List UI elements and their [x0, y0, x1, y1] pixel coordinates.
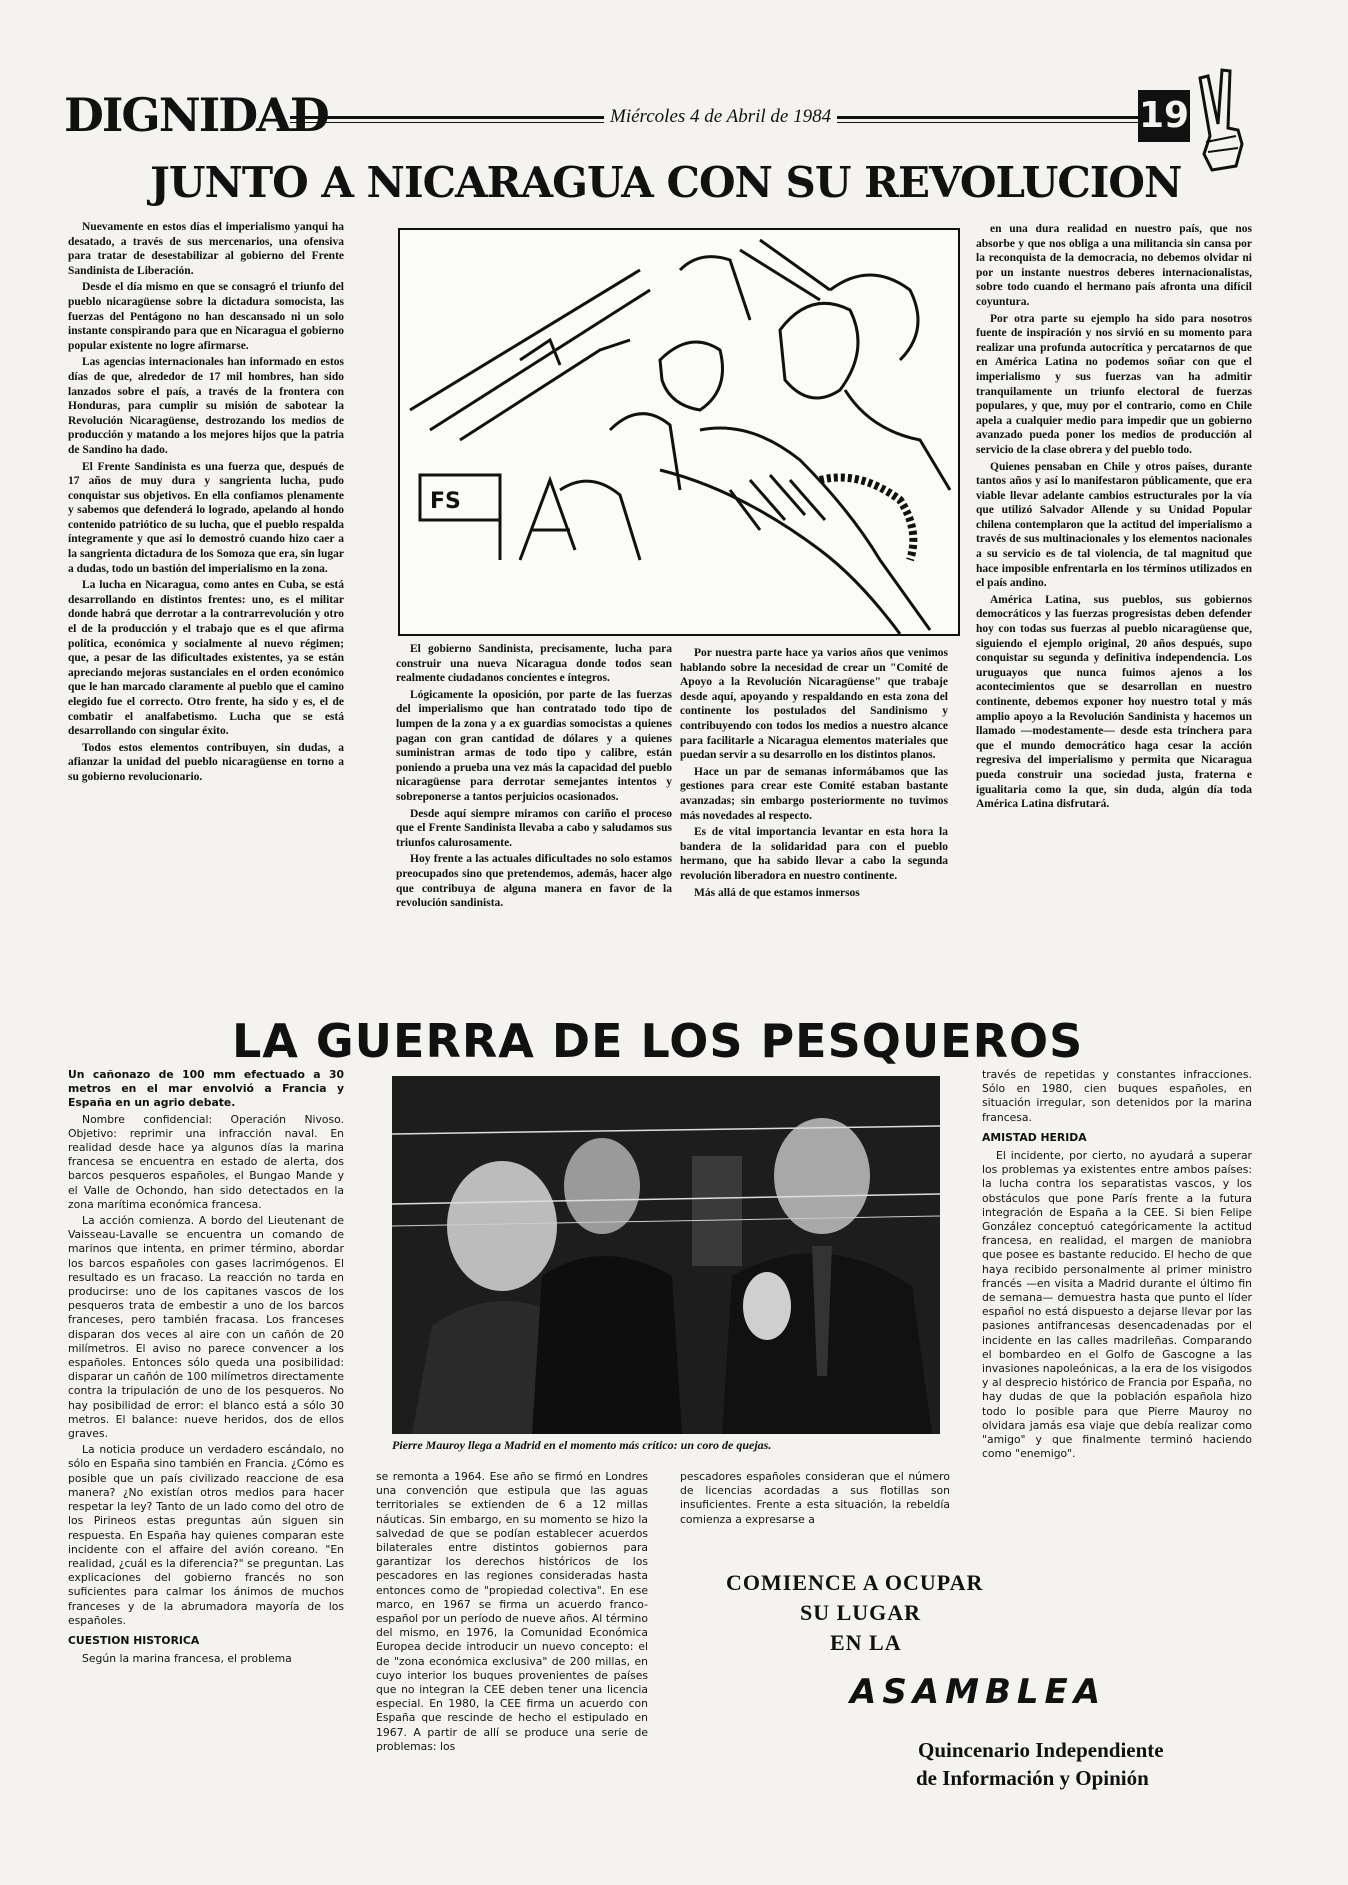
victory-hand-icon	[1192, 66, 1252, 176]
press-photo-icon	[392, 1076, 940, 1434]
article1-paragraph: Desde aquí siempre miramos con cariño el proceso que el Frente Sandinista llevaba a cabo y saludamos sus triunfos calurosamente.	[396, 807, 672, 849]
ad-tagline-2: de Información y Opinión	[916, 1766, 1149, 1790]
headline-nicaragua: JUNTO A NICARAGUA CON SU REVOLUCION	[150, 158, 1182, 207]
subhead-amistad-herida: AMISTAD HERIDA	[982, 1130, 1087, 1144]
flag-text: FS	[430, 489, 461, 514]
page-number-badge: 19	[1138, 90, 1190, 142]
masthead-date: Miércoles 4 de Abril de 1984	[604, 106, 837, 128]
article1-paragraph: El gobierno Sandinista, precisamente, lucha para construir una nueva Nicaragua donde todos sean realmente ciudadanos concientes e íntegros.	[396, 643, 672, 685]
article1-paragraph: América Latina, sus pueblos, sus gobiernos democráticos y las fuerzas progresistas deben defender hoy con todas sus fuerzas al pueblo nicaragüense que, siguiendo el ejemplo original, 20 años después, supo conquistar su segunda y definitiva independencia. Los uruguayos que nunca fuimos ajenos a los acontecimientos que se desarrollan en nuestro continente, debemos exponer hoy nuestro total y más amplio apoyo a la Revolución Sandinista y hacemos un llamado —modestamente— desde esta trinchera para que el mundo democrático haga cesar la acción regresiva del imperialismo y permita que Nicaragua pueda construir una sociedad justa, fraterna e igualitaria como la que, sin duda, algún día toda América Latina disfrutará.	[976, 593, 1252, 811]
article1-column-2	[396, 642, 672, 1010]
article1-paragraph: Todos estos elementos contribuyen, sin dudas, a afianzar la unidad del pueblo nicaragüense en torno a su gobierno revolucionario.	[68, 741, 344, 783]
sandinista-illustration-icon	[400, 230, 958, 634]
article1-paragraph: Hace un par de semanas informábamos que las gestiones para crear este Comité estaban bastante avanzadas; sin embargo posteriormente no tuvimos más novedades al respecto.	[680, 765, 948, 822]
article2-paragraph: La acción comienza. A bordo del Lieutenant de Vaisseau-Lavalle se encuentra un comando de marinos que intenta, en primer término, abordar los barcos españoles con gases lacrimógenos. El resultado es un fracaso. La reacción no tarda en producirse: uno de los capitanes vascos de los pesqueros trata de embestir a uno de los barcos franceses, pero también fracasa. Los franceses disparan dos veces al aire con un cañón de 20 milímetros. El aviso no parece convencer a los españoles. Entonces sólo queda una posibilidad: disparar un cañón de 100 milímetros directamente contra la tripulación de uno de los pesqueros. No hay posibilidad de error: el blanco está a sólo 30 metros. El balance: nueve heridos, dos de ellos graves.	[68, 1214, 344, 1441]
article1-paragraph: Quienes pensaban en Chile y otros países, durante tantos años y así lo manifestaron públicamente, que era viable llevar adelante cambios estructurales por la vía que utilizó Salvador Allende y su Unidad Popular chilena contemplaron que la actitud del imperialismo a través de sus multinacionales y los elementos nacionales a su servicio es de tal violencia, de tal magnitud que hace imposible enfrentarla en los términos utilizados en el país andino.	[976, 460, 1252, 590]
article1-paragraph: Lógicamente la oposición, por parte de las fuerzas del imperialismo que han contratado todo tipo de lumpen de la zona y a ex guardias somocistas a quienes pagan con gran cantidad de dólares y a quienes suministran armas de todo tipo y calibre, están poniendo a prueba una vez más la capacidad del pueblo nicaragüense para derrotar semejantes intentos y sobreponerse a tantos perjuicios ocasionados.	[396, 688, 672, 803]
article1-paragraph: Hoy frente a las actuales dificultades no solo estamos preocupados sino que pretendemos, además, hacer algo que contribuya de alguna manera en favor de la revolución sandinista.	[396, 853, 672, 910]
article2-paragraph: Nombre confidencial: Operación Nivoso. Objetivo: reprimir una infracción naval. En realidad desde hace ya algunos días la marina francesa se encuentra en estado de alerta, dos barcos pesqueros españoles, el Bungao Mande y el Valle de Ochondo, han sido detectados en la zona marítima económica francesa.	[68, 1112, 344, 1211]
article1-paragraph: Las agencias internacionales han informado en estos días de que, alrededor de 17 mil hombres, han sido lanzados sobre el país, a través de la frontera con Honduras, para cumplir su misión de sabotear la Revolución Nicaragüense, destrozando los medios de producción y matando a los mejores hijos que la patria de Sandino ha dado.	[68, 356, 344, 456]
masthead	[64, 88, 1194, 142]
article1-paragraph: Nuevamente en estos días el imperialismo yanqui ha desatado, a través de sus mercenarios, una ofensiva para tratar de desestabilizar al gobierno del Frente Sandinista de Liberación.	[68, 221, 344, 277]
subhead-cuestion-historica: CUESTION HISTORICA	[68, 1633, 200, 1647]
ad-line-2: SU LUGAR	[800, 1600, 922, 1625]
article1-column-4	[976, 222, 1252, 1012]
article2-paragraph: se remonta a 1964. Ese año se firmó en Londres una convención que estipula que las aguas territoriales se extienden de 6 a 12 millas náuticas. Sin embargo, en su momento se hizo la salvedad de que se podían establecer acuerdos bilaterales entre distintos gobiernos para garantizar los derechos históricos de los pescadores en las regiones consideradas hasta entonces como de "propiedad colectiva". En ese marco, en 1967 se firma un acuerdo franco-español por un período de nueve años. Al término del mismo, en 1976, la Comunidad Económica Europea decide introducir un nuevo concepto: el de "zona económica exclusiva" de 200 millas, en cuyo interior los buques provenientes de países que no integran la CEE deben tener una licencia especial. En 1980, la CEE firma un acuerdo con España que rescinde de hecho el estipulado en 1967. A partir de allí se produce una serie de problemas: los	[376, 1470, 648, 1753]
article1-paragraph: Es de vital importancia levantar en esta hora la bandera de la solidaridad para con el pueblo hermano, que ha sabido llevar a cabo la segunda revolución liberadora en nuestro continente.	[680, 826, 948, 882]
ad-title: ASAMBLEA	[850, 1672, 1107, 1712]
article2-column-4	[982, 1068, 1252, 1568]
article1-paragraph: Por otra parte su ejemplo ha sido para nosotros fuente de inspiración y nos sirvió en su momento para realizar una profunda autocrítica y percatarnos de que en América Latina no podemos soñar con que el imperialismo y sus fuerzas van ha admitir tranquilamente un triunfo electoral de fuerzas populares, y que, muy por el contrario, como en Chile apela a cualquier medio para impedir que un gobierno avanzado pueda poner los medios de producción al servicio de la clase obrera y del pueblo todo.	[976, 312, 1252, 456]
article2-lede: Un cañonazo de 100 mm efectuado a 30 metros en el mar envolvió a Francia y España en un agrio debate.	[68, 1068, 344, 1110]
article1-paragraph: en una dura realidad en nuestro país, que nos absorbe y que nos obliga a una militancia sin cansa por la reconquista de la democracia, no debemos olvidar ni por un instante nuestros deberes internacionalistas, sobre todo cuando el hermano país afronta una difícil coyuntura.	[976, 223, 1252, 308]
article1-paragraph: El Frente Sandinista es una fuerza que, después de 17 años de muy dura y sangrienta lucha, pudo conquistar sus objetivos. En ella confiamos plenamente y sabemos que defenderá lo logrado, apelando al hondo contenido patriótico de su lucha, que el pueblo respalda íntegramente y que así lo demostró cuando hizo caer a la sangrienta dictadura de los Somoza que era, sin lugar a dudas, todo un bastión del imperialismo en la zona.	[68, 460, 344, 575]
article2-paragraph: La noticia produce un verdadero escándalo, no sólo en España sino también en Francia. ¿Cómo es posible que un país civilizado reaccione de esa manera? ¿No existían otros medios para hacer respetar la ley? Tanto de un lado como del otro de los Pirineos estas preguntas aún siguen sin respuesta. En España hay quienes comparan este incidente con el affaire del avión coreano. "En realidad, ¿cuál es la diferencia?" se preguntan. Las explicaciones del gobierno francés no son suficientes para calmar los ánimos de muchos franceses y de la abrumadora mayoría de los españoles.	[68, 1443, 344, 1627]
article2-paragraph: El incidente, por cierto, no ayudará a superar los problemas ya existentes entre ambos países: la lucha contra los separatistas vascos, y los obstáculos que pone París frente a la futura integración de España a la CEE. Si bien Felipe González conceptuó categóricamente la actitud francesa, en realidad, el margen de maniobra que posee es bastante reducido. El hecho de que haya recibido personalmente al primer ministro francés —en visita a Madrid durante el último fin de semana— demuestra hasta que punto el líder español no está dispuesto a dejarse llevar por las pasiones antifrancesas desencadenadas por el incidente en las calles madrileñas. Comparando el bombardeo en el Golfo de Gascogne a las invasiones napoleónicas, a la era de los visigodos y al desprecio histórico de Francia por España, no hay dudas de que la población española hizo todo lo posible para que Pierre Mauroy no olvidara jamás esa viaje que debía realizar como "amigo" y que finalmente terminó haciendo como "enemigo".	[982, 1149, 1252, 1461]
article1-column-3	[680, 646, 948, 1010]
article2-paragraph: pescadores españoles consideran que el número de licencias acordadas a sus flotillas son insuficientes. Frente a esta situación, la rebeldía comienza a expresarse a	[680, 1470, 950, 1526]
asamblea-advertisement	[706, 1570, 1216, 1800]
article2-column-1	[68, 1068, 344, 1868]
ad-line-1: COMIENCE A OCUPAR	[726, 1570, 984, 1595]
article1-paragraph: La lucha en Nicaragua, como antes en Cuba, se está desarrollando en distintos frentes: uno, es el militar donde habrá que derrotar a la contrarrevolución y otro el de la producción y el trabajo que es el que afirma política, económica y socialmente al nuevo régimen; que, a pesar de las dificultades existentes, ya se están apreciando mejoras sustanciales en el orden económico que le han marcado claramente al pueblo que el camino elegido fue el correcto. Otro frente, ha sido y es, el de combatir el analfabetismo. Lucha que se está desarrollando con singular éxito.	[68, 579, 344, 738]
masthead-title: DIGNIDAD	[64, 88, 328, 142]
article1-column-1	[68, 220, 344, 1010]
article1-paragraph: Por nuestra parte hace ya varios años que venimos hablando sobre la necesidad de crear un "Comité de Apoyo a la Revolución Nicaragüense" que trabaje desde aquí, apoyando y respaldando en esta zona del continente los postulados del Sandinismo y contribuyendo con todos los medios a nuestro alcance para facilitarle a Nicaragua elementos materiales que puedan servir a su desarrollo en los distintos planos.	[680, 647, 948, 762]
article2-paragraph: través de repetidas y constantes infracciones. Sólo en 1980, cien buques españoles, en situación irregular, son detenidos por la marina francesa.	[982, 1068, 1252, 1124]
article1-paragraph: Más allá de que estamos inmersos	[694, 886, 860, 899]
photo-mauroy	[392, 1076, 940, 1434]
article1-paragraph: Desde el día mismo en que se consagró el triunfo del pueblo nicaragüense sobre la dictadura somocista, las fuerzas del Pentágono no han descansado ni un solo instante conspirando para que en Nicaragua el gobierno popular existente no logre afirmarse.	[68, 281, 344, 352]
ad-tagline-1: Quincenario Independiente	[918, 1738, 1164, 1762]
ad-line-3: EN LA	[830, 1630, 902, 1655]
photo-caption: Pierre Mauroy llega a Madrid en el momento más crítico: un coro de quejas.	[392, 1438, 772, 1452]
article2-column-3	[680, 1470, 950, 1560]
article2-column-2	[376, 1470, 648, 1870]
article2-paragraph: Según la marina francesa, el problema	[82, 1652, 292, 1666]
illustration	[398, 228, 960, 636]
headline-pesqueros: LA GUERRA DE LOS PESQUEROS	[232, 1014, 1084, 1068]
